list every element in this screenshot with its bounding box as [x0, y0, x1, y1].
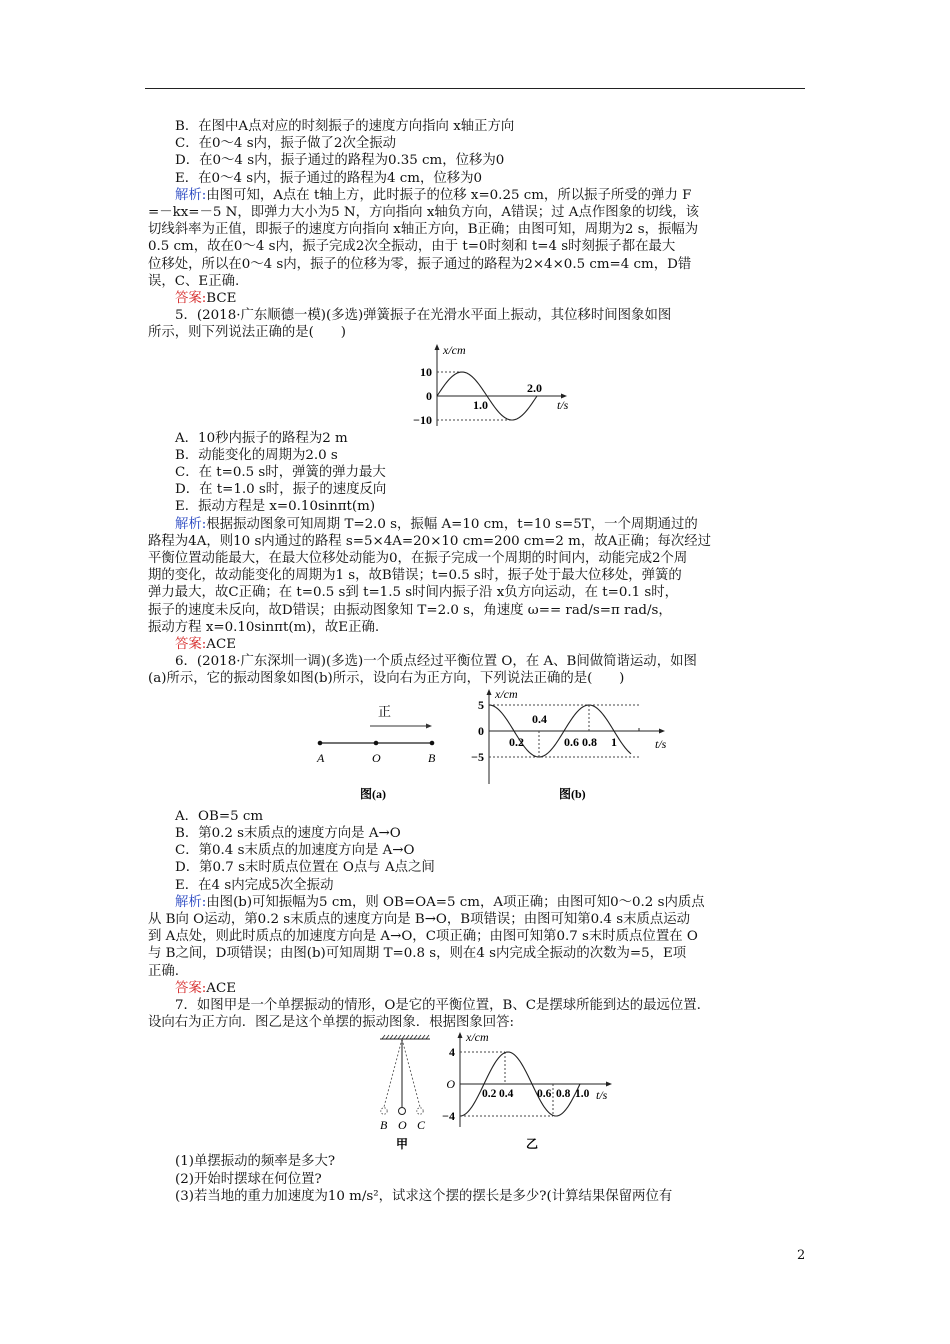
point-label: B: [380, 1118, 388, 1133]
q5-vibration-graph: [148, 342, 805, 430]
q5-figure: [148, 342, 805, 430]
q6-options: [148, 808, 805, 894]
y-tick: −10: [413, 412, 432, 427]
analysis-text: 与 B之间，D项错误；由图(b)可知周期 T=0.8 s，则在4 s内完成全振动的次数为=5，E项: [148, 946, 687, 962]
y-tick: 0: [478, 723, 484, 738]
y-axis-arrow-icon: [487, 689, 492, 695]
q5-option-d: D．在 t=1.0 s时，振子的速度反向: [175, 482, 387, 498]
document-body: [148, 118, 805, 1205]
q6-analysis: [148, 894, 805, 980]
analysis-text: 0.5 cm，故在0～4 s内，振子完成2次全振动，由于 t=0时刻和 t=4 s时刻振子都在最大: [148, 239, 676, 255]
x-tick: 0.8: [556, 1088, 571, 1101]
x-tick: 0.2: [482, 1088, 497, 1101]
q4-option-e: E．在0～4 s内，振子通过的路程为4 cm，位移为0: [175, 170, 483, 186]
figure-caption: 图(b): [559, 786, 586, 801]
answer-value: ACE: [206, 637, 236, 653]
x-tick: 0.4: [499, 1088, 514, 1101]
x-tick: 0.6: [564, 734, 579, 749]
analysis-text: 由图可知，A点在 t轴上方，此时振子的位移 x=0.25 cm，所以振子所受的弹力 F: [206, 187, 692, 203]
y-tick: O: [446, 1077, 455, 1092]
q6-option-c: C．第0.4 s末质点的加速度方向是 A→O: [175, 843, 415, 859]
q6-figures: [148, 688, 805, 808]
q6-figure-svg: [148, 688, 805, 808]
analysis-label: 解析:: [175, 187, 207, 203]
x-tick: 1.0: [473, 397, 488, 412]
y-tick: −5: [471, 749, 484, 764]
y-axis-label: x/cm: [443, 342, 466, 357]
point-a: [318, 740, 323, 745]
positive-direction-label: 正: [378, 703, 392, 719]
analysis-text: 正确.: [148, 963, 180, 979]
bob-b: [381, 1108, 387, 1114]
answer-value: BCE: [206, 291, 237, 307]
stem-text: 6．(2018·广东深圳一调)(多选)一个质点经过平衡位置 O，在 A、B间做简谐运动，如图: [175, 654, 697, 670]
analysis-text: 误，C、E正确.: [148, 273, 240, 289]
q6-figure-b: [471, 688, 667, 801]
point-b: [430, 740, 435, 745]
q4-answer: [148, 290, 805, 307]
x-tick: 1.0: [575, 1088, 590, 1101]
analysis-text: 振子的速度未反向，故D错误；由振动图象知 T=2.0 s，角速度 ω== rad/s=π rad/s，: [148, 602, 672, 618]
stem-text: (a)所示，它的振动图象如图(b)所示，设向右为正方向，下列说法正确的是( ): [148, 671, 625, 687]
q5-option-c: C．在 t=0.5 s时，弹簧的弹力最大: [175, 465, 386, 481]
x-axis-arrow-icon: [606, 1082, 612, 1087]
analysis-text: 弹力最大，故C正确；在 t=0.5 s到 t=1.5 s时间内振子沿 x负方向运动，在 t=0.1 s时，: [148, 585, 679, 601]
analysis-text: 切线斜率为正值，即振子的速度方向指向 x轴正方向，B正确；由图可知，周期为2 s，振幅为: [148, 222, 699, 238]
analysis-text: 从 B向 O运动，第0.2 s末质点的速度方向是 B→O，B项错误；由图可知第0.4 s末质点运动: [148, 911, 691, 927]
y-tick: 10: [420, 364, 432, 379]
y-axis-arrow-icon: [458, 1032, 463, 1038]
q5-options: [148, 430, 805, 516]
point-o: [374, 740, 379, 745]
q5-option-b: B．动能变化的周期为2.0 s: [175, 447, 338, 463]
answer-label: 答案:: [175, 637, 207, 653]
q4-options: [148, 118, 805, 187]
q5-answer: [148, 636, 805, 653]
analysis-label: 解析:: [175, 894, 207, 910]
q5-analysis: [148, 516, 805, 636]
q6-option-d: D．第0.7 s末时质点位置在 O点与 A点之间: [175, 860, 435, 876]
q4-analysis: [148, 187, 805, 290]
figure-caption: 甲: [396, 1137, 409, 1152]
q7-questions: [148, 1153, 805, 1205]
stem-text: 7．如图甲是一个单摆振动的情形，O是它的平衡位置，B、C是摆球所能到达的最远位置.: [175, 997, 701, 1013]
analysis-text: 到 A点处，则此时质点的加速度方向是 A→O，C项正确；由图可知第0.7 s末时质点位置在 O: [148, 929, 698, 945]
x-tick: 0.6: [537, 1088, 552, 1101]
point-label: B: [428, 750, 436, 765]
x-tick: 0.8: [582, 734, 597, 749]
q4-option-c: C．在0～4 s内，振子做了2次全振动: [175, 136, 397, 152]
point-label: C: [417, 1118, 426, 1133]
q6-option-a: A．OB=5 cm: [175, 808, 264, 824]
analysis-text: 根据振动图象可知周期 T=2.0 s，振幅 A=10 cm，t=10 s=5T，一个周期通过的: [206, 516, 698, 532]
q7-figure-jia: [380, 1035, 430, 1151]
q7-stem: [148, 997, 805, 1031]
analysis-text: 振动方程 x=0.10sinπt(m)，故E正确.: [148, 619, 380, 635]
header-rule: [145, 88, 805, 89]
point-label: A: [317, 750, 325, 765]
y-tick: 0: [426, 388, 432, 403]
analysis-text: 由图(b)可知振幅为5 cm，则 OB=OA=5 cm，A项正确；由图可知0～0.2 s内质点: [206, 894, 705, 910]
analysis-text: =－kx=－5 N，即弹力大小为5 N，方向指向 x轴负方向，A错误；过 A点作图象的切线，该: [148, 205, 699, 221]
ceiling-hatch: [382, 1035, 429, 1039]
analysis-text: 平衡位置动能最大，在最大位移处动能为0，在振子完成一个周期的时间内，动能完成2个周: [148, 551, 688, 567]
q6-option-e: E．在4 s内完成5次全振动: [175, 877, 334, 893]
q7-question-1: (1)单摆振动的频率是多大?: [175, 1154, 336, 1170]
q4-option-b: B．在图中A点对应的时刻振子的速度方向指向 x轴正方向: [175, 119, 515, 134]
stem-text: 设向右为正方向．图乙是这个单摆的振动图象．根据图象回答:: [148, 1015, 515, 1031]
q7-figure-yi: [442, 1031, 612, 1151]
analysis-text: 期的变化，故动能变化的周期为1 s，故B错误；t=0.5 s时，振子处于最大位移处，弹簧的: [148, 568, 682, 584]
x-axis-arrow-icon: [659, 728, 665, 733]
point-label: O: [398, 1118, 407, 1133]
q6-figure-a: [316, 704, 436, 801]
y-axis-label: x/cm: [495, 687, 518, 701]
q4-option-d: D．在0～4 s内，振子通过的路程为0.35 cm，位移为0: [175, 153, 505, 169]
y-tick: 4: [449, 1045, 455, 1060]
page-number: 2: [797, 1248, 806, 1263]
answer-label: 答案:: [175, 291, 207, 307]
x-axis-label: t/s: [655, 736, 667, 751]
analysis-text: 位移处，所以在0～4 s内，振子的位移为零，振子通过的路程为2×4×0.5 cm=4 cm，D错: [148, 256, 692, 272]
bob-c: [417, 1108, 423, 1114]
string-c: [402, 1039, 420, 1107]
figure-caption: 乙: [526, 1137, 539, 1152]
q5-option-a: A．10秒内振子的路程为2 m: [175, 430, 348, 446]
q6-option-b: B．第0.2 s末质点的速度方向是 A→O: [175, 825, 401, 841]
string-b: [384, 1039, 402, 1107]
answer-label: 答案:: [175, 980, 207, 996]
figure-caption: 图(a): [360, 786, 386, 801]
y-axis-arrow-icon: [435, 344, 440, 350]
bob-o: [399, 1108, 406, 1115]
stem-text: 所示，则下列说法正确的是( ): [148, 325, 346, 341]
y-tick: −4: [442, 1109, 455, 1124]
y-axis-label: x/cm: [466, 1031, 489, 1045]
x-tick: 1: [611, 734, 617, 749]
point-label: O: [372, 750, 381, 765]
analysis-label: 解析:: [175, 516, 207, 532]
q5-option-e: E．振动方程是 x=0.10sinπt(m): [175, 499, 376, 515]
q5-stem: [148, 307, 805, 341]
analysis-text: 路程为4A，则10 s内通过的路程 s=5×4A=20×10 cm=200 cm=2 m，故A正确；每次经过: [148, 533, 712, 549]
y-tick: 5: [478, 697, 484, 712]
q7-figure-svg: [148, 1031, 805, 1153]
x-axis-label: t/s: [557, 397, 569, 412]
x-tick: 0.4: [532, 711, 547, 726]
stem-text: 5．(2018·广东顺德一模)(多选)弹簧振子在光滑水平面上振动，其位移时间图象如图: [175, 308, 672, 324]
direction-arrow-icon: [426, 723, 432, 728]
q7-question-2: (2)开始时摆球在何位置?: [175, 1171, 322, 1187]
q7-question-3: (3)若当地的重力加速度为10 m/s²，试求这个摆的摆长是多少?(计算结果保留两位有: [175, 1188, 673, 1204]
answer-value: ACE: [206, 980, 236, 996]
q7-figures: [148, 1031, 805, 1153]
q6-stem: [148, 653, 805, 687]
x-axis-label: t/s: [596, 1088, 608, 1103]
x-tick: 2.0: [527, 380, 542, 395]
x-tick: 0.2: [509, 734, 524, 749]
q6-answer: [148, 980, 805, 997]
